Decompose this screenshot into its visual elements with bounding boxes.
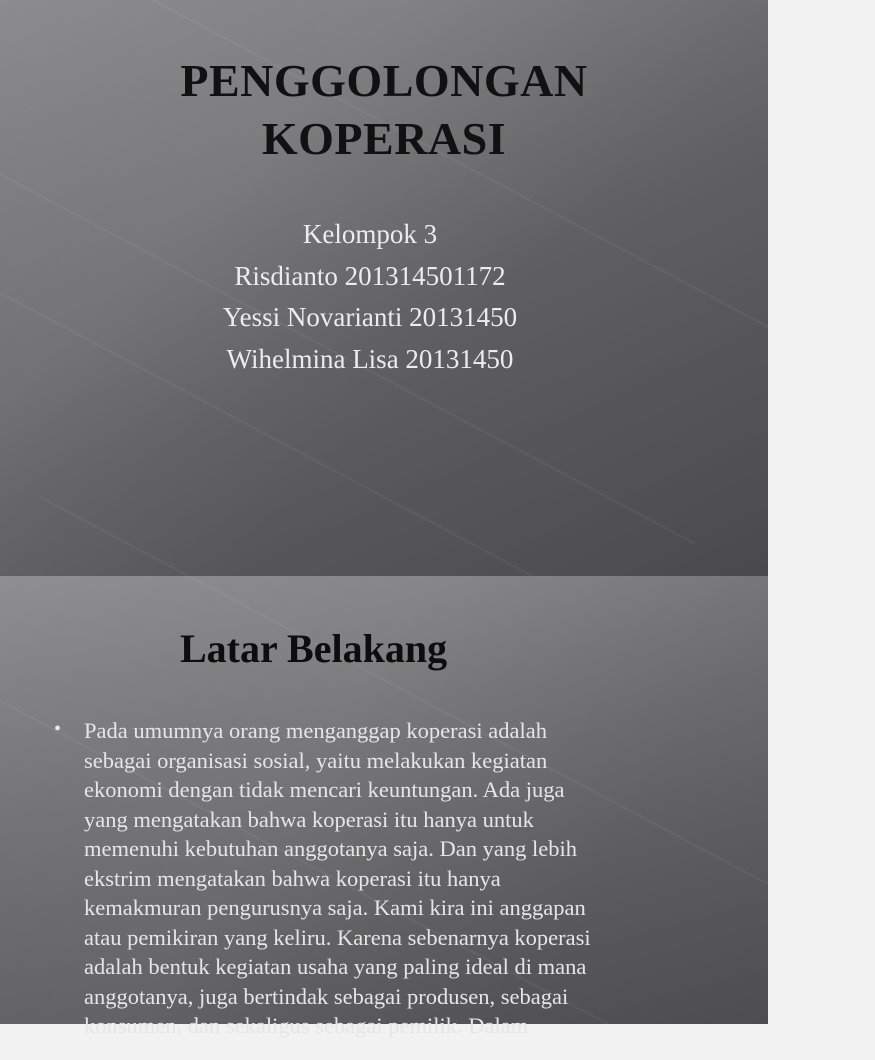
slide-title-heading	[0, 52, 768, 168]
paragraph-line: adalah bentuk kegiatan usaha yang paling ideal di mana	[84, 954, 587, 979]
bullet-icon: •	[54, 718, 62, 740]
author-line: Yessi Novarianti 20131450	[222, 302, 518, 332]
paragraph-line: Pada umumnya orang menganggap koperasi adalah	[84, 718, 547, 743]
section-heading: Latar Belakang	[180, 626, 448, 671]
paragraph-line: ekonomi dengan tidak mencari keuntungan. Ada juga	[84, 777, 565, 802]
paragraph-line: atau pemikiran yang keliru. Karena sebenarnya koperasi	[84, 924, 591, 950]
author-list	[0, 214, 740, 380]
paragraph-line: konsumen, dan sekaligus sebagai pemilik. Dalam	[84, 1013, 529, 1038]
group-label: Kelompok 3	[302, 219, 438, 249]
author-line: Wihelmina Lisa 20131450	[226, 343, 514, 374]
paragraph-line: anggotanya, juga bertindak sebagai produsen, sebagai	[84, 983, 569, 1009]
title-line-1: PENGGOLONGAN	[180, 55, 588, 106]
author-line: Risdianto 201314501172	[234, 260, 506, 291]
slide-title	[0, 0, 768, 576]
paragraph-line: sebagai organisasi sosial, yaitu melakukan kegiatan	[84, 747, 548, 773]
slide-background-section	[0, 576, 768, 1038]
paragraph-line: yang mengatakan bahwa koperasi itu hanya untuk	[84, 806, 534, 832]
title-line-2: KOPERASI	[261, 113, 507, 164]
paragraph-line: ekstrim mengatakan bahwa koperasi itu hanya	[84, 865, 501, 891]
bullet-paragraph	[84, 716, 714, 1041]
paragraph-line: kemakmuran pengurusnya saja. Kami kira ini anggapan	[84, 895, 586, 920]
paragraph-line: memenuhi kebutuhan anggotanya saja. Dan yang lebih	[84, 836, 577, 861]
